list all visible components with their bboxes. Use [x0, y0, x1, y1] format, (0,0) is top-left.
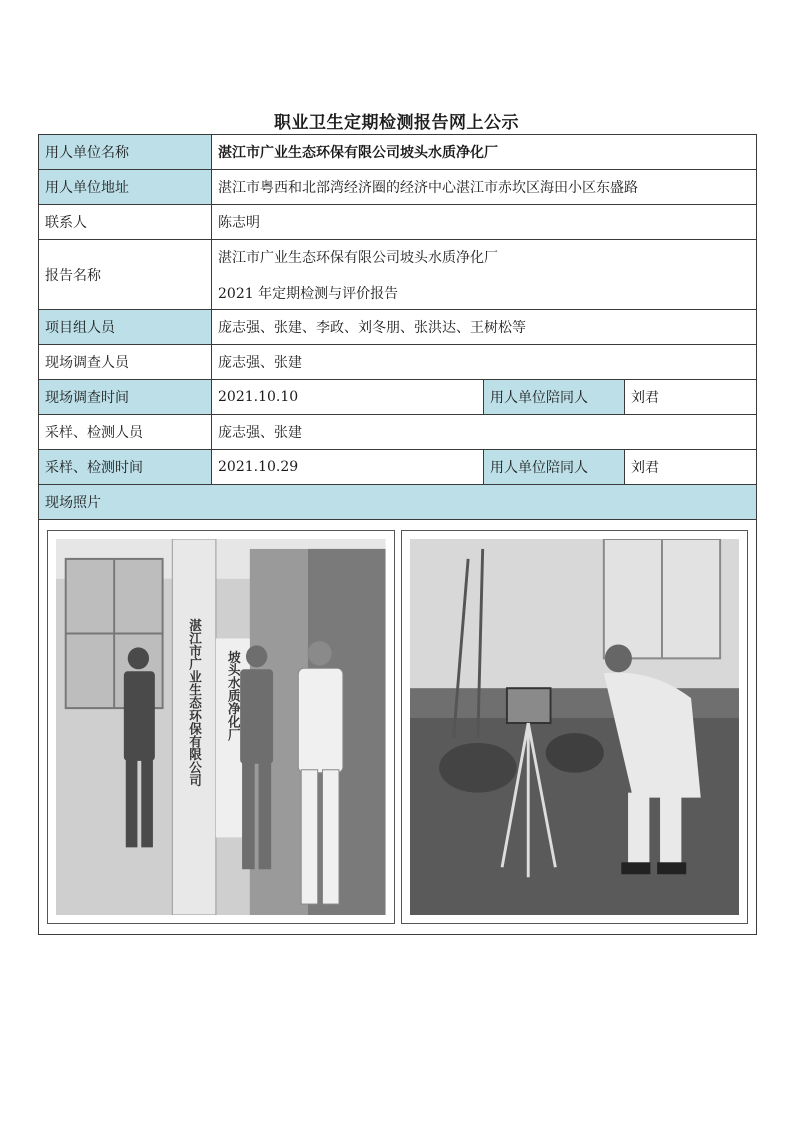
report-name-line2: 2021 年定期检测与评价报告 — [218, 285, 399, 302]
value-employer-name: 湛江市广业生态环保有限公司坡头水质净化厂 — [212, 135, 757, 170]
page-title: 职业卫生定期检测报告网上公示 — [274, 113, 519, 133]
photo-frame-left — [47, 530, 395, 924]
label-sampling-escort: 用人单位陪同人 — [484, 450, 625, 485]
row-employer-name — [39, 135, 757, 170]
value-sampling-escort: 刘君 — [625, 450, 757, 485]
label-employer-address: 用人单位地址 — [39, 170, 212, 205]
label-site-photos: 现场照片 — [39, 485, 757, 520]
label-report-name: 报告名称 — [39, 240, 212, 310]
photo-gallery — [47, 530, 748, 924]
row-project-team — [39, 310, 757, 345]
row-site-photos — [39, 520, 757, 935]
row-site-survey-time — [39, 380, 757, 415]
row-sampling-time — [39, 450, 757, 485]
value-sampling-time: 2021.10.29 — [212, 450, 484, 485]
value-sampling-staff: 庞志强、张建 — [212, 415, 757, 450]
label-site-survey-staff: 现场调查人员 — [39, 345, 212, 380]
value-site-survey-staff: 庞志强、张建 — [212, 345, 757, 380]
row-employer-address — [39, 170, 757, 205]
row-report-name — [39, 240, 757, 310]
value-contact: 陈志明 — [212, 205, 757, 240]
label-site-survey-time: 现场调查时间 — [39, 380, 212, 415]
report-table — [38, 134, 757, 935]
label-sampling-staff: 采样、检测人员 — [39, 415, 212, 450]
label-employer-name: 用人单位名称 — [39, 135, 212, 170]
photo-frame-right — [401, 530, 749, 924]
entrance-sign-company: 湛江市广业生态环保有限公司 — [186, 618, 202, 787]
value-project-team: 庞志强、张建、李政、刘冬朋、张洪达、王树松等 — [212, 310, 757, 345]
label-contact: 联系人 — [39, 205, 212, 240]
row-contact — [39, 205, 757, 240]
entrance-sign-plant: 坡头水质净化厂 — [224, 650, 240, 741]
value-employer-address: 湛江市粤西和北部湾经济圈的经济中心湛江市赤坎区海田小区东盛路 — [212, 170, 757, 205]
site-photos-cell — [39, 520, 757, 935]
row-site-survey-staff — [39, 345, 757, 380]
label-sampling-time: 采样、检测时间 — [39, 450, 212, 485]
photo-sampling-equipment — [410, 539, 740, 915]
label-project-team: 项目组人员 — [39, 310, 212, 345]
report-name-line1: 湛江市广业生态环保有限公司坡头水质净化厂 — [218, 249, 498, 266]
photo-staff-at-entrance — [56, 539, 386, 915]
row-sampling-staff — [39, 415, 757, 450]
value-report-name — [212, 240, 757, 310]
value-site-survey-time: 2021.10.10 — [212, 380, 484, 415]
label-survey-escort: 用人单位陪同人 — [484, 380, 625, 415]
row-site-photos-header — [39, 485, 757, 520]
value-survey-escort: 刘君 — [625, 380, 757, 415]
